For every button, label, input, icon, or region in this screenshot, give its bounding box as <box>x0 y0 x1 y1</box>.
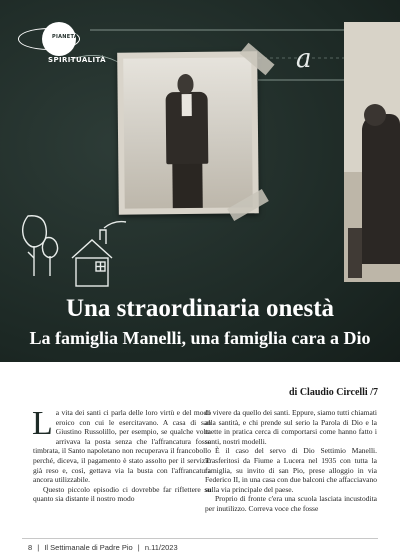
chalk-house-icon <box>72 222 126 286</box>
logo-section-name: SPIRITUALITÀ <box>48 56 106 64</box>
logo-small-text: PIANETA <box>52 34 78 40</box>
article-paragraph <box>32 405 211 485</box>
article-title: Una straordinaria onestà <box>65 295 335 322</box>
publication-name: Il Settimanale di Padre Pio <box>44 543 133 552</box>
article-column-left <box>32 405 211 504</box>
footer-separator: | <box>137 543 140 552</box>
magazine-section-logo <box>18 18 106 68</box>
chalk-letter: a <box>296 44 312 74</box>
paragraph-text: a vita dei santi ci parla delle loro virtù e del modo eroico con cui le esercitavano. A casa di san Giustino Russolillo, per esempio, se qualche volta arrivava la posta senza che l'affrancatura fosse timbrata, il Santo napoletano non recuperava il francobollo perché, diceva, il pagamento è stato assolto per il servizio già reso e, così, gettava via la busta con l'affrancatura ancora utilizzabile. <box>33 408 211 485</box>
issue-number: n.11/2023 <box>144 543 178 552</box>
article-paragraph: Proprio di fronte c'era una scuola lasciata incustodita per inutilizzo. Correva voce che fosse <box>205 494 377 513</box>
article-paragraph: di vivere da quello dei santi. Eppure, siamo tutti chiamati alla santità, e chi prende sul serio la Parola di Dio e la mette in pratica cerca di comportarsi come hanno fatto i santi, nostri modelli. <box>205 408 377 446</box>
article-column-right <box>205 408 377 514</box>
page-footer <box>28 543 181 552</box>
article-paragraph: Questo piccolo episodio ci dovrebbe far riflettere su quanto sia distante il nostro modo <box>33 484 211 504</box>
footer-separator: | <box>37 543 40 552</box>
drop-cap: L <box>32 405 53 442</box>
footer-divider <box>22 538 378 539</box>
page-number: 8 <box>28 543 33 552</box>
chalk-tree-small-icon <box>42 238 57 277</box>
historical-photo-children <box>344 22 400 282</box>
article-author: di Claudio Circelli /7 <box>289 387 378 398</box>
article-subtitle: La famiglia Manelli, una famiglia cara a Dio <box>29 328 371 348</box>
historical-photo-man <box>117 51 259 214</box>
article-paragraph: È il caso del servo di Dio Settimio Manelli. Trasferitosi da Fiume a Lucera nel 1935 con tutta la famiglia, su invito di san Pio, prese alloggio in via Federico II, in una casa con due balconi che affacciavano sulla via principale del paese. <box>205 446 377 494</box>
